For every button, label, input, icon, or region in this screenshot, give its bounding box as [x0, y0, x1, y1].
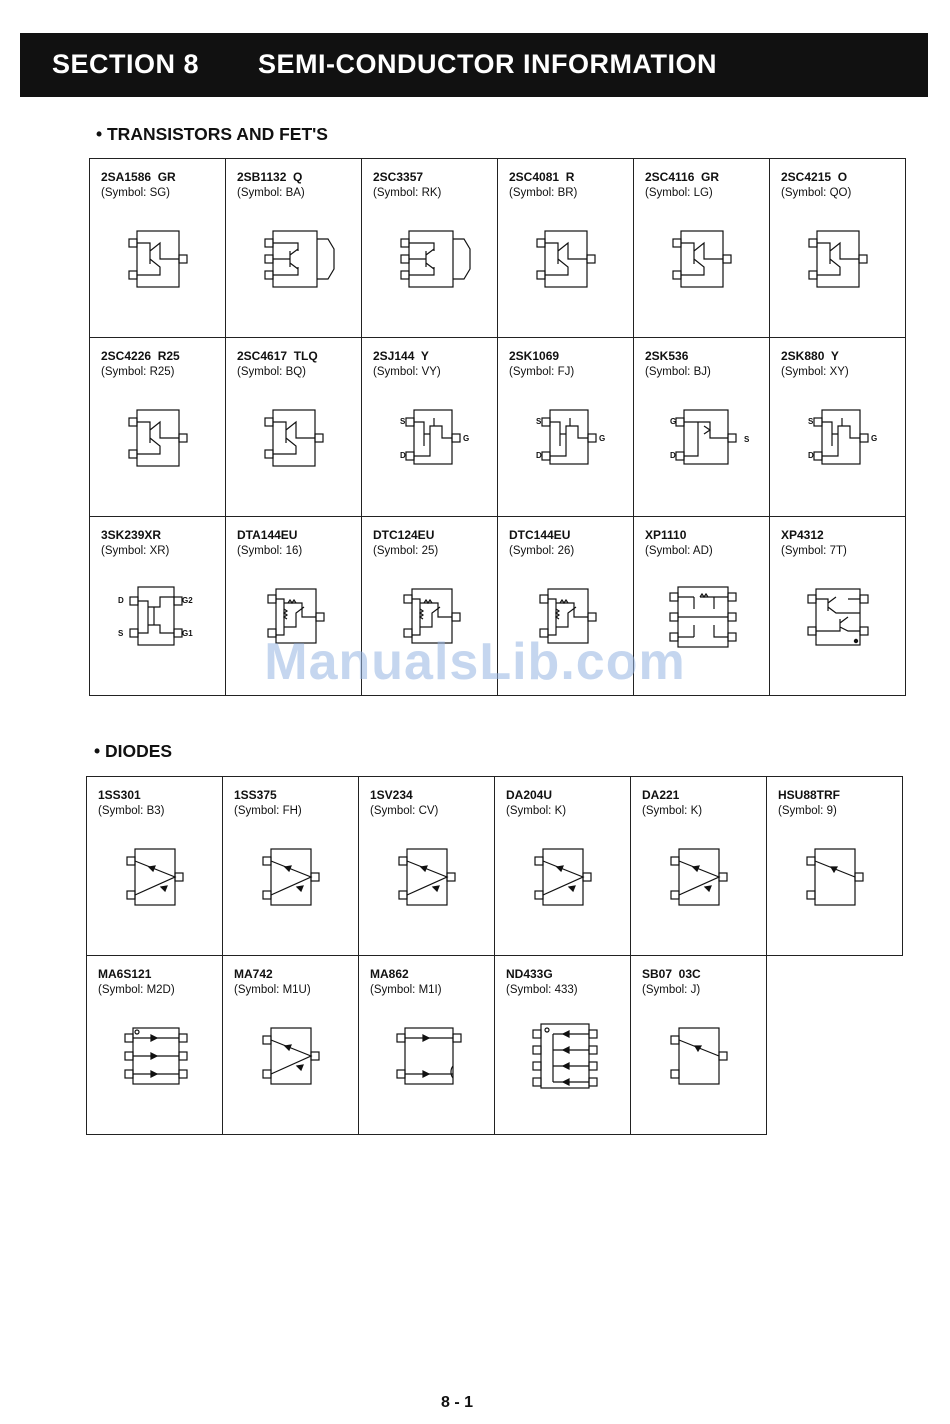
part-cell [362, 159, 498, 338]
part-symbol: (Symbol: B3) [98, 805, 165, 817]
part-symbol: (Symbol: M2D) [98, 984, 175, 996]
part-cell [223, 956, 359, 1135]
part-number: 2SB1132 Q [237, 170, 303, 184]
svg-text:G: G [871, 434, 878, 443]
part-number: 1SS301 [98, 788, 141, 802]
part-symbol: (Symbol: BJ) [645, 366, 711, 378]
part-symbol: (Symbol: QO) [781, 187, 852, 199]
transistor-3pin-icon [498, 159, 634, 338]
svg-text:D: D [118, 596, 124, 605]
fet-gds-icon [634, 338, 770, 517]
part-cell [634, 159, 770, 338]
part-symbol: (Symbol: M1U) [234, 984, 311, 996]
part-number: 2SJ144 Y [373, 349, 429, 363]
svg-text:G: G [670, 417, 677, 426]
power-transistor-icon [362, 159, 498, 338]
svg-text:S: S [808, 417, 814, 426]
page-number: 8 - 1 [441, 1394, 474, 1411]
section-title: SEMI-CONDUCTOR INFORMATION [258, 49, 717, 79]
part-cell [498, 159, 634, 338]
part-symbol: (Symbol: VY) [373, 366, 441, 378]
part-number: 2SK1069 [509, 349, 560, 363]
svg-text:S: S [536, 417, 542, 426]
part-number: DA221 [642, 788, 680, 802]
part-number: 1SS375 [234, 788, 277, 802]
part-number: DA204U [506, 788, 553, 802]
dual-diode-4pin-icon [359, 956, 495, 1135]
transistor-3pin-icon [634, 159, 770, 338]
part-symbol: (Symbol: FJ) [509, 366, 575, 378]
part-number: SB07 03C [642, 967, 701, 981]
part-cell [767, 777, 903, 956]
part-number: HSU88TRF [778, 788, 841, 802]
part-cell [90, 159, 226, 338]
part-symbol: (Symbol: K) [506, 805, 567, 817]
part-number: 2SK536 [645, 349, 689, 363]
diodes-table [86, 776, 903, 1135]
transistor-3pin-icon [90, 159, 226, 338]
power-transistor-icon [226, 159, 362, 338]
part-number: 2SC4226 R25 [101, 349, 180, 363]
part-number: DTC124EU [373, 528, 435, 542]
part-cell [498, 338, 634, 517]
part-symbol: (Symbol: SG) [101, 187, 171, 199]
fet-sdg-icon [498, 338, 634, 517]
transistor-3pin-icon [770, 159, 906, 338]
part-symbol: (Symbol: BQ) [237, 366, 307, 378]
part-cell [495, 956, 631, 1135]
dual-diode-icon [223, 777, 359, 956]
svg-text:S: S [744, 435, 750, 444]
svg-text:D: D [670, 451, 676, 460]
part-number: MA862 [370, 967, 409, 981]
part-cell [631, 956, 767, 1135]
transistors-heading: • TRANSISTORS AND FET'S [96, 124, 328, 144]
part-number: 2SC4116 GR [645, 170, 720, 184]
dual-diode-icon [495, 777, 631, 956]
part-number: 2SC4081 R [509, 170, 575, 184]
part-cell [87, 956, 223, 1135]
part-symbol: (Symbol: XY) [781, 366, 849, 378]
part-symbol: (Symbol: M1I) [370, 984, 442, 996]
part-symbol: (Symbol: R25) [101, 366, 175, 378]
part-cell [362, 338, 498, 517]
svg-text:D: D [536, 451, 542, 460]
svg-text:G1: G1 [182, 629, 193, 638]
part-symbol: (Symbol: FH) [234, 805, 302, 817]
part-cell [634, 338, 770, 517]
svg-text:G: G [463, 434, 470, 443]
part-cell [226, 338, 362, 517]
part-symbol: (Symbol: BR) [509, 187, 578, 199]
part-cell [359, 956, 495, 1135]
part-number: 2SC4215 O [781, 170, 848, 184]
part-number: XP4312 [781, 528, 824, 542]
transistor-3pin-icon [90, 338, 226, 517]
part-number: 3SK239XR [101, 528, 162, 542]
part-number: DTA144EU [237, 528, 298, 542]
part-number: 2SC4617 TLQ [237, 349, 318, 363]
part-number: 1SV234 [370, 788, 413, 802]
part-symbol: (Symbol: 9) [778, 805, 837, 817]
diodes-heading: • DIODES [94, 741, 173, 761]
part-symbol: (Symbol: XR) [101, 545, 170, 557]
part-symbol: (Symbol: 16) [237, 545, 303, 557]
watermark: ManualsLib.com [264, 633, 686, 691]
dual-diode-icon [359, 777, 495, 956]
part-cell [223, 777, 359, 956]
dual-diode-icon [223, 956, 359, 1135]
part-cell [226, 159, 362, 338]
part-cell [90, 338, 226, 517]
triple-diode-6pin-icon [87, 956, 223, 1135]
part-symbol: (Symbol: 26) [509, 545, 575, 557]
part-number: MA742 [234, 967, 273, 981]
svg-text:G2: G2 [182, 596, 193, 605]
part-cell [495, 777, 631, 956]
part-symbol: (Symbol: 433) [506, 984, 578, 996]
single-diode-icon [767, 777, 903, 956]
part-cell [770, 338, 906, 517]
part-symbol: (Symbol: BA) [237, 187, 305, 199]
svg-text:G: G [599, 434, 606, 443]
fet-sdg-icon [362, 338, 498, 517]
part-number: 2SA1586 GR [101, 170, 176, 184]
part-cell [770, 159, 906, 338]
transistor-3pin-icon [226, 338, 362, 517]
part-number: 2SC3357 [373, 170, 424, 184]
part-symbol: (Symbol: K) [642, 805, 703, 817]
part-symbol: (Symbol: RK) [373, 187, 442, 199]
part-symbol: (Symbol: J) [642, 984, 701, 996]
part-number: XP1110 [645, 528, 687, 542]
svg-text:D: D [808, 451, 814, 460]
part-cell [359, 777, 495, 956]
part-number: 2SK880 Y [781, 349, 839, 363]
dual-diode-icon [631, 777, 767, 956]
part-symbol: (Symbol: 25) [373, 545, 439, 557]
quad-diode-8pin-icon [495, 956, 631, 1135]
part-symbol: (Symbol: CV) [370, 805, 439, 817]
part-cell [87, 777, 223, 956]
svg-text:S: S [118, 629, 124, 638]
svg-text:D: D [400, 451, 406, 460]
fet-sdg-icon [770, 338, 906, 517]
dual-diode-icon [87, 777, 223, 956]
part-symbol: (Symbol: AD) [645, 545, 713, 557]
transistors-table [89, 158, 906, 696]
part-number: MA6S121 [98, 967, 152, 981]
part-symbol: (Symbol: 7T) [781, 545, 847, 557]
section-number: SECTION 8 [52, 49, 200, 79]
svg-text:S: S [400, 417, 406, 426]
part-number: DTC144EU [509, 528, 571, 542]
part-symbol: (Symbol: LG) [645, 187, 713, 199]
part-number: ND433G [506, 967, 553, 981]
section-header-bar [20, 33, 928, 97]
part-cell [631, 777, 767, 956]
single-diode-icon [631, 956, 767, 1135]
